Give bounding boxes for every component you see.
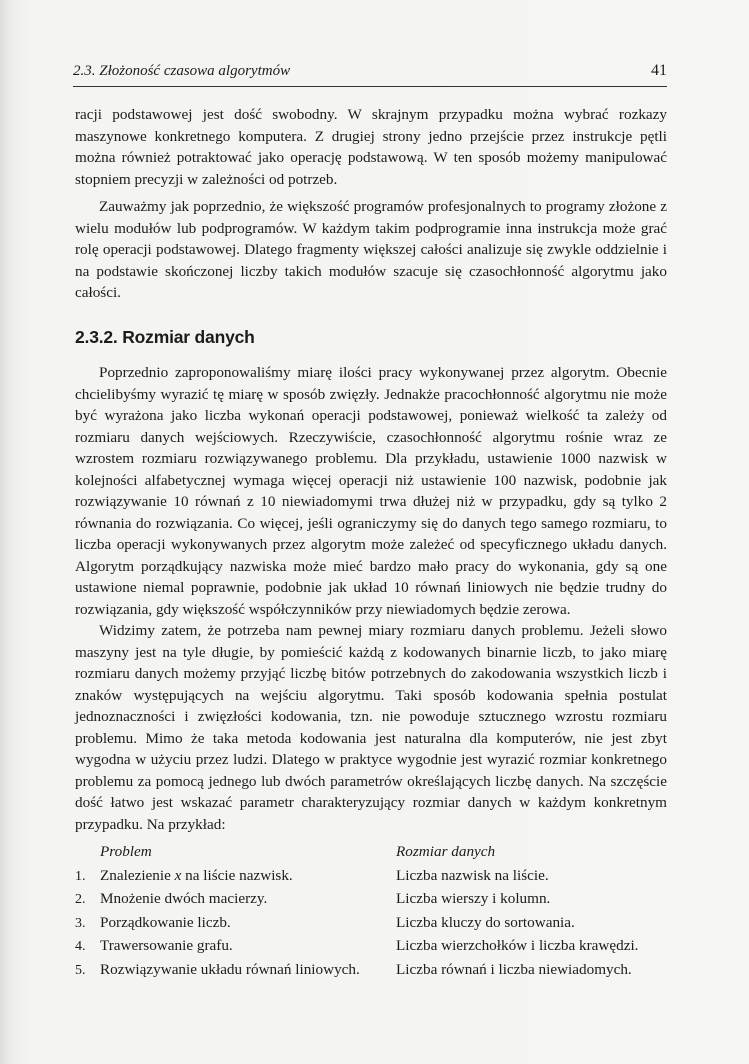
row-number: 3. bbox=[75, 915, 86, 931]
row-number: 5. bbox=[75, 962, 86, 978]
size-cell: Liczba wierzchołków i liczba krawędzi. bbox=[396, 937, 639, 954]
paragraph: racji podstawowej jest dość swobodny. W skrajnym przypadku można wybrać rozkazy maszynowe konkretnego komputera. Z drugiej strony jedno przejście przez instrukcje pętli można również potraktować jako operację podstawową. W ten sposób możemy manipulować stopniem precyzji w zależności od potrzeb. bbox=[75, 106, 667, 188]
page-number: 41 bbox=[651, 62, 667, 79]
size-cell: Liczba równań i liczba niewiadomych. bbox=[396, 960, 632, 978]
row-number: 4. bbox=[75, 939, 86, 954]
page-body bbox=[75, 104, 667, 982]
size-cell: Liczba kluczy do sortowania. bbox=[396, 913, 575, 931]
table-row bbox=[75, 888, 638, 912]
column-header-problem: Problem bbox=[100, 843, 152, 860]
running-header bbox=[73, 62, 667, 80]
problem-cell: Mnożenie dwóch macierzy. bbox=[100, 890, 268, 907]
problem-size-table bbox=[75, 841, 638, 982]
table-row bbox=[75, 935, 638, 959]
paragraph: Widzimy zatem, że potrzeba nam pewnej miary rozmiaru danych problemu. Jeżeli słowo maszyny jest na tyle długie, by pomieścić każdą z kodowanych binarnie liczb, to jako miarę rozmiaru danych możemy przyjąć liczbę bitów potrzebnych do zakodowania wszystkich liczb i znaków występujących na wejściu algorytmu. Taki sposób kodowania spełnia postulat jednoznaczności i zwięzłości kodowania, tzn. nie powoduje sztucznego wzrostu rozmiaru problemu. Mimo że taka metoda kodowania jest naturalna dla komputerów, nie jest zbyt wygodna w użyciu przez ludzi. Dlatego w praktyce wygodnie jest wyrazić rozmiar konkretnego problemu za pomocą jednego lub dwóch parametrów określających liczbę danych. Na szczęście dość łatwo jest wskazać parametr charakteryzujący rozmiar danych w każdym konkretnym przypadku. Na przykład: bbox=[75, 622, 667, 833]
section-heading: 2.3.2. Rozmiar danych bbox=[75, 326, 255, 347]
size-cell: Liczba nazwisk na liście. bbox=[396, 866, 549, 884]
variable-x: x bbox=[174, 866, 182, 884]
paragraph: Poprzednio zaproponowaliśmy miarę ilości pracy wykonywanej przez algorytm. Obecnie chcielibyśmy wyrazić tę miarę w sposób zwięzły. Jednakże pracochłonność algorytmu nie może być wyrażona jako liczba wykonań operacji podstawowej, ponieważ wielkość ta zależy od rozmiaru danych wejściowych. Rzeczywiście, czasochłonność algorytmu rośnie wraz ze wzrostem rozmiaru rozwiązywanego problemu. Dla przykładu, ustawienie 1000 nazwisk w kolejności alfabetycznej wymaga więcej operacji niż ustawienie 100 nazwisk, podobnie jak rozwiązywanie 10 równań z 10 niewiadomymi trwa dłużej niż w przypadku, gdy są tylko 2 równania do rozwiązania. Co więcej, jeśli ograniczymy się do danych tego samego rozmiaru, to liczba operacji wykonywanych przez algorytm może zależeć od specyficznego układu danych. Algorytm porządkujący nazwiska może mieć bardzo mało pracy do wykonania, gdy są one ustawione niemal poprawnie, podobnie jak układ 10 równań liniowych nie będzie trudny do rozwiązania, gdy większość współczynników przy niewiadomych będzie zerowa. bbox=[75, 364, 667, 618]
table-row bbox=[75, 865, 638, 889]
table-header-row bbox=[75, 841, 638, 865]
problem-cell: Porządkowanie liczb. bbox=[100, 913, 231, 931]
running-title: 2.3. Złożoność czasowa algorytmów bbox=[73, 63, 291, 79]
table-row bbox=[75, 912, 638, 936]
paragraph: Zauważmy jak poprzednio, że większość programów profesjonalnych to programy złożone z wielu modułów lub podprogramów. W każdym takim podprogramie inna instrukcja może grać rolę operacji podstawowej. Dlatego fragmenty większej całości analizuje się zwykle oddzielnie i na podstawie skończonej liczby takich modułów szacuje się czasochłonność algorytmu jako całości. bbox=[75, 198, 667, 301]
problem-cell: Trawersowanie grafu. bbox=[100, 937, 233, 954]
row-number: 1. bbox=[75, 868, 86, 884]
table-row bbox=[75, 959, 638, 983]
problem-cell: Rozwiązywanie układu równań liniowych. bbox=[100, 960, 360, 978]
problem-cell: Znalezienie x na liście nazwisk. bbox=[100, 866, 293, 884]
size-cell: Liczba wierszy i kolumn. bbox=[396, 890, 551, 907]
row-number: 2. bbox=[75, 892, 86, 907]
column-header-size: Rozmiar danych bbox=[396, 843, 496, 860]
header-rule bbox=[73, 86, 667, 87]
